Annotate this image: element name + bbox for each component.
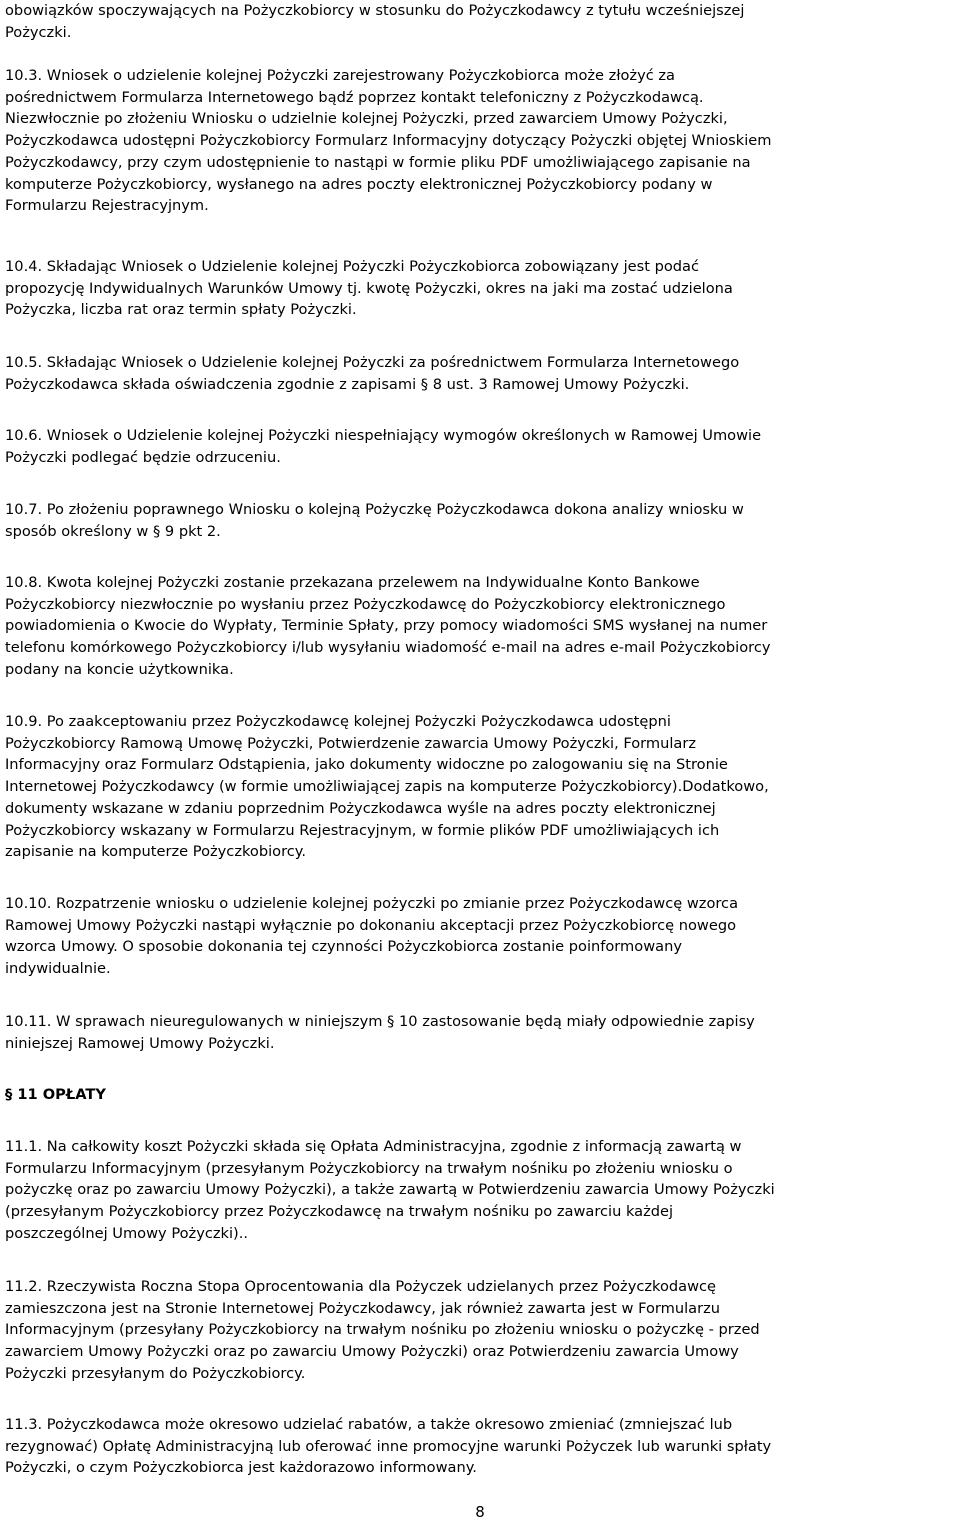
paragraph-10-3: 10.3. Wniosek o udzielenie kolejnej Pożyczki zarejestrowany Pożyczkobiorca może złożyć za pośrednictwem Formularza Internetowego bądź poprzez kontakt telefoniczny z Pożyczkodawcą. Niezwłocznie po złożeniu Wniosku o udzielnie kolejnej Pożyczki, przed zawarciem Umowy Pożyczki, Pożyczkodawca udostępni Pożyczkobiorcy Formularz Informacyjny dotyczący Pożyczki objętej Wnioskiem Pożyczkodawcy, przy czym udostępnienie to nastąpi w formie pliku PDF umożliwiającego zapisanie na komputerze Pożyczkobiorcy, wysłanego na adres poczty elektronicznej Pożyczkobiorcy podany w Formularzu Rejestracyjnym. xyxy=(5,67,772,215)
paragraph-10-11: 10.11. W sprawach nieuregulowanych w niniejszym § 10 zastosowanie będą miały odpowiednie zapisy niniejszej Ramowej Umowy Pożyczki. xyxy=(5,1013,755,1052)
paragraph-10-7: 10.7. Po złożeniu poprawnego Wniosku o kolejną Pożyczkę Pożyczkodawca dokona analizy wniosku w sposób określony w § 9 pkt 2. xyxy=(5,501,744,540)
paragraph-10-8: 10.8. Kwota kolejnej Pożyczki zostanie przekazana przelewem na Indywidualne Konto Bankowe Pożyczkobiorcy niezwłocznie po wysłaniu przez Pożyczkodawcę do Pożyczkobiorcy elektronicznego powiadomienia o Kwocie do Wypłaty, Terminie Spłaty, przy pomocy wiadomości SMS wysłanej na numer telefonu komórkowego Pożyczkobiorcy i/lub wysyłaniu wiadomość e-mail na adres e-mail Pożyczkobiorcy podany na koncie użytkownika. xyxy=(5,574,771,678)
paragraph-10-4: 10.4. Składając Wniosek o Udzielenie kolejnej Pożyczki Pożyczkobiorca zobowiązany jest podać propozycję Indywidualnych Warunków Umowy tj. kwotę Pożyczki, okres na jaki ma zostać udzielona Pożyczka, liczba rat oraz termin spłaty Pożyczki. xyxy=(5,258,733,319)
paragraph-continuation: obowiązków spoczywających na Pożyczkobiorcy w stosunku do Pożyczkodawcy z tytułu wcześniejszej Pożyczki. xyxy=(5,2,745,41)
paragraph-11-1: 11.1. Na całkowity koszt Pożyczki składa się Opłata Administracyjna, zgodnie z informacją zawartą w Formularzu Informacyjnym (przesyłanym Pożyczkobiorcy na trwałym nośniku po złożeniu wniosku o pożyczkę oraz po zawarciu Umowy Pożyczki), a także zawartą w Potwierdzeniu zawarcia Umowy Pożyczki (przesyłanym Pożyczkobiorcy przez Pożyczkodawcę na trwałym nośniku po zawarciu każdej poszczególnej Umowy Pożyczki).. xyxy=(5,1138,775,1242)
page-number: 8 xyxy=(475,1503,485,1521)
paragraph-10-9: 10.9. Po zaakceptowaniu przez Pożyczkodawcę kolejnej Pożyczki Pożyczkodawca udostępni Pożyczkobiorcy Ramową Umowę Pożyczki, Potwierdzenie zawarcia Umowy Pożyczki, Formularz Informacyjny oraz Formularz Odstąpienia, jako dokumenty widoczne po zalogowaniu się na Stronie Internetowej Pożyczkodawcy (w formie umożliwiającej zapis na komputerze Pożyczkobiorcy).Dodatkowo, dokumenty wskazane w zdaniu poprzednim Pożyczkodawca wyśle na adres poczty elektronicznej Pożyczkobiorcy wskazany w Formularzu Rejestracyjnym, w formie plików PDF umożliwiających ich zapisanie na komputerze Pożyczkobiorcy. xyxy=(5,713,769,861)
paragraph-10-10: 10.10. Rozpatrzenie wniosku o udzielenie kolejnej pożyczki po zmianie przez Pożyczkodawcę wzorca Ramowej Umowy Pożyczki nastąpi wyłącznie po dokonaniu akceptacji przez Pożyczkobiorcę nowego wzorca Umowy. O sposobie dokonania tej czynności Pożyczkobiorca zostanie poinformowany indywidualnie. xyxy=(5,895,739,978)
paragraph-11-2: 11.2. Rzeczywista Roczna Stopa Oprocentowania dla Pożyczek udzielanych przez Pożyczkodawcę zamieszczona jest na Stronie Internetowej Pożyczkodawcy, jak również zawarta jest w Formularzu Informacyjnym (przesyłany Pożyczkobiorcy na trwałym nośniku po złożeniu wniosku o pożyczkę - przed zawarciem Umowy Pożyczki oraz po zawarciu Umowy Pożyczki) oraz Potwierdzeniu zawarcia Umowy Pożyczki przesyłanym do Pożyczkobiorcy. xyxy=(5,1278,760,1382)
paragraph-11-3: 11.3. Pożyczkodawca może okresowo udzielać rabatów, a także okresowo zmieniać (zmniejszać lub rezygnować) Opłatę Administracyjną lub oferować inne promocyjne warunki Pożyczek lub warunki spłaty Pożyczki, o czym Pożyczkobiorca jest każdorazowo informowany. xyxy=(5,1416,772,1477)
paragraph-10-5: 10.5. Składając Wniosek o Udzielenie kolejnej Pożyczki za pośrednictwem Formularza Internetowego Pożyczkodawca składa oświadczenia zgodnie z zapisami § 8 ust. 3 Ramowej Umowy Pożyczki. xyxy=(5,354,740,393)
section-heading-11: § 11 OPŁATY xyxy=(5,1086,106,1103)
paragraph-10-6: 10.6. Wniosek o Udzielenie kolejnej Pożyczki niespełniający wymogów określonych w Ramowej Umowie Pożyczki podlegać będzie odrzuceniu. xyxy=(5,427,762,466)
